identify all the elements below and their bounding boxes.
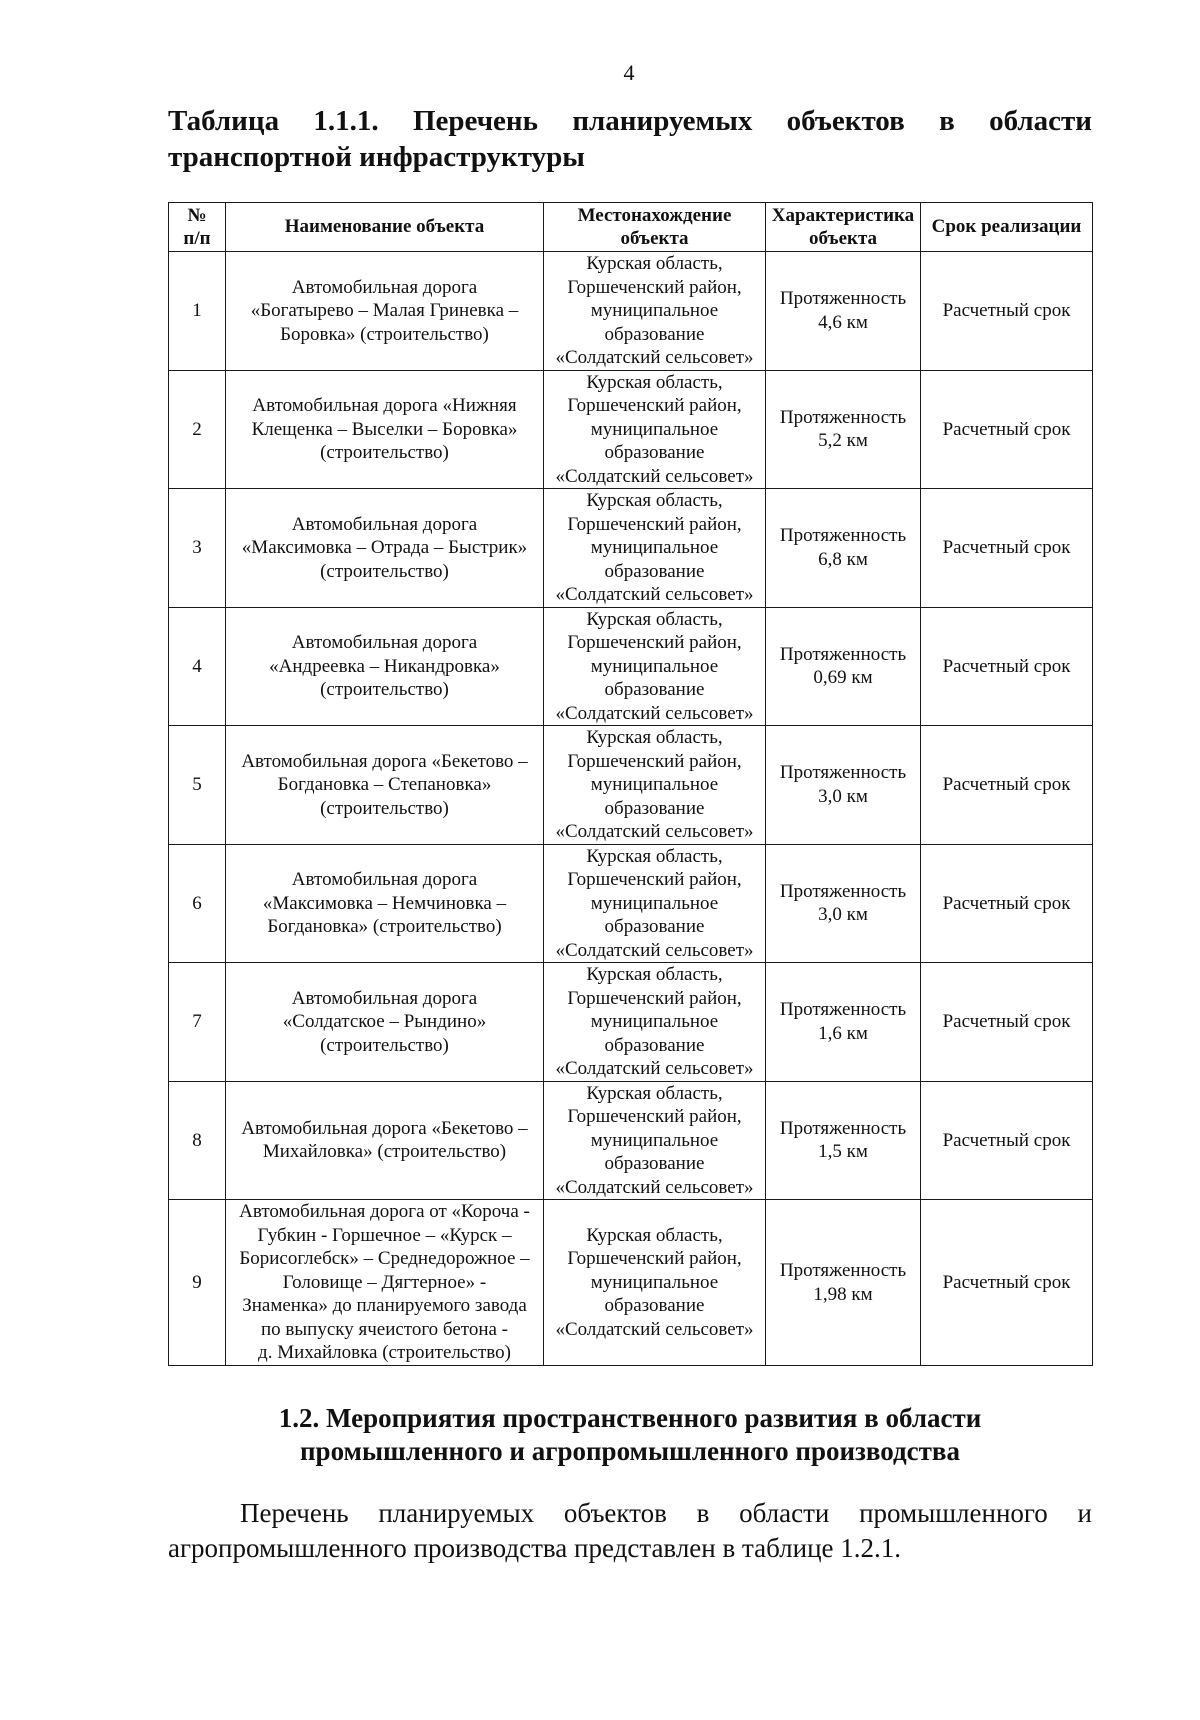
cell-line: муниципальное xyxy=(590,300,719,321)
table-row xyxy=(169,726,1093,845)
header-number xyxy=(169,203,226,252)
cell-characteristic xyxy=(766,370,921,489)
cell-line: образование xyxy=(604,560,705,582)
cell-line: Автомобильная дорога от «Короча - xyxy=(239,1201,530,1223)
table-title xyxy=(168,103,1092,175)
paragraph-word: объектов xyxy=(563,1498,667,1528)
table-row xyxy=(169,1200,1093,1366)
paragraph-line1 xyxy=(168,1496,1092,1531)
cell-term: Расчетный срок xyxy=(921,489,1093,608)
paragraph-line2: агропромышленного производства представлен в таблице 1.2.1. xyxy=(168,1533,902,1563)
cell-object-name xyxy=(226,252,544,371)
cell-term: Расчетный срок xyxy=(921,1081,1093,1200)
cell-line: образование xyxy=(604,323,705,345)
header-line: объекта xyxy=(808,228,878,249)
cell-line: Борисоглебск» – Среднедорожное – xyxy=(239,1248,530,1270)
body-paragraph xyxy=(168,1496,1092,1566)
cell-line: 6,8 км xyxy=(818,548,868,570)
cell-line: 3,0 км xyxy=(818,785,868,807)
cell-line: Горшеченский район, xyxy=(567,750,742,772)
cell-line: Протяженность xyxy=(779,999,907,1021)
cell-line: Протяженность xyxy=(779,406,907,428)
cell-line: «Максимовка – Отрада – Быстрик» xyxy=(241,537,528,558)
cell-line: «Солдатский сельсовет» xyxy=(555,347,754,368)
cell-line: Автомобильная дорога xyxy=(291,987,478,1009)
cell-characteristic xyxy=(766,844,921,963)
cell-line: «Солдатский сельсовет» xyxy=(555,465,754,487)
cell-line: «Солдатский сельсовет» xyxy=(555,1318,754,1340)
cell-characteristic xyxy=(766,1200,921,1366)
cell-line: Горшеченский район, xyxy=(567,395,742,416)
cell-line: Богдановка» (строительство) xyxy=(267,916,502,937)
cell-line: Горшеченский район, xyxy=(567,987,742,1009)
cell-line: д. Михайловка (строительство) xyxy=(258,1342,511,1364)
cell-line: муниципальное xyxy=(590,1129,719,1151)
cell-line: Автомобильная дорога xyxy=(291,276,478,298)
table-row xyxy=(169,1081,1093,1200)
header-line: Срок реализации xyxy=(931,216,1082,238)
objects-table xyxy=(168,202,1093,1366)
header-line: № xyxy=(187,204,207,226)
cell-line: «Солдатский сельсовет» xyxy=(555,1176,754,1198)
cell-line: (строительство) xyxy=(320,1034,449,1056)
cell-location xyxy=(544,607,766,726)
cell-line: Губкин - Горшечное – «Курск – xyxy=(257,1224,512,1246)
cell-line: муниципальное xyxy=(590,537,719,558)
cell-line: Курская область, xyxy=(586,964,723,985)
header-characteristic xyxy=(766,203,921,252)
cell-line: Курская область, xyxy=(586,371,723,393)
header-object-name xyxy=(226,203,544,252)
cell-line: муниципальное xyxy=(590,892,719,914)
cell-term: Расчетный срок xyxy=(921,370,1093,489)
cell-line: 1,5 км xyxy=(818,1141,868,1163)
cell-line: образование xyxy=(604,797,705,819)
cell-line: муниципальное xyxy=(590,418,719,440)
paragraph-word: области xyxy=(739,1498,830,1528)
cell-number: 6 xyxy=(169,844,226,963)
cell-line: 3,0 км xyxy=(818,904,868,926)
cell-characteristic xyxy=(766,726,921,845)
title-word: 1.1.1. xyxy=(313,105,379,137)
cell-line: Горшеченский район, xyxy=(567,632,742,653)
cell-number: 2 xyxy=(169,370,226,489)
cell-term: Расчетный срок xyxy=(921,726,1093,845)
cell-line: Курская область, xyxy=(586,1224,723,1246)
header-location xyxy=(544,203,766,252)
cell-location xyxy=(544,1081,766,1200)
cell-line: Автомобильная дорога xyxy=(291,513,478,535)
cell-line: «Солдатское – Рындино» xyxy=(282,1011,487,1032)
cell-number: 7 xyxy=(169,963,226,1082)
cell-line: Автомобильная дорога «Нижняя xyxy=(252,395,517,416)
cell-number: 9 xyxy=(169,1200,226,1366)
cell-term: Расчетный срок xyxy=(921,844,1093,963)
cell-location xyxy=(544,370,766,489)
cell-number: 8 xyxy=(169,1081,226,1200)
header-line: Местонахождение xyxy=(577,204,732,226)
cell-characteristic xyxy=(766,252,921,371)
cell-line: Протяженность xyxy=(779,762,907,784)
cell-location xyxy=(544,1200,766,1366)
table-title-line2: транспортной инфраструктуры xyxy=(168,141,585,173)
cell-object-name xyxy=(226,963,544,1082)
cell-line: по выпуску ячеистого бетона - xyxy=(261,1318,508,1340)
cell-object-name xyxy=(226,607,544,726)
cell-line: (строительство) xyxy=(320,679,449,700)
cell-location xyxy=(544,726,766,845)
title-word: Таблица xyxy=(168,105,280,137)
section-heading-line: промышленного и агропромышленного производства xyxy=(300,1436,960,1466)
cell-term: Расчетный срок xyxy=(921,252,1093,371)
cell-line: образование xyxy=(604,916,705,937)
cell-line: муниципальное xyxy=(590,774,719,795)
cell-line: Курская область, xyxy=(586,490,723,511)
cell-line: 4,6 км xyxy=(818,311,868,333)
cell-line: Автомобильная дорога «Бекетово – xyxy=(241,1117,528,1139)
table-row xyxy=(169,963,1093,1082)
cell-characteristic xyxy=(766,1081,921,1200)
table-row xyxy=(169,370,1093,489)
table-row xyxy=(169,252,1093,371)
cell-line: (строительство) xyxy=(320,442,449,463)
cell-location xyxy=(544,963,766,1082)
cell-line: муниципальное xyxy=(590,1271,719,1293)
paragraph-word: планируемых xyxy=(378,1498,535,1528)
cell-line: Боровка» (строительство) xyxy=(280,323,489,345)
cell-location xyxy=(544,489,766,608)
cell-line: 5,2 км xyxy=(818,430,868,452)
cell-line: Богдановка – Степановка» xyxy=(277,774,492,795)
cell-object-name xyxy=(226,489,544,608)
header-line: п/п xyxy=(183,228,211,249)
table-row xyxy=(169,489,1093,608)
cell-line: Курская область, xyxy=(586,253,723,274)
cell-line: «Солдатский сельсовет» xyxy=(555,821,754,842)
cell-line: (строительство) xyxy=(320,560,449,582)
cell-number: 3 xyxy=(169,489,226,608)
title-word: объектов xyxy=(786,105,905,137)
cell-line: образование xyxy=(604,442,705,463)
cell-object-name xyxy=(226,370,544,489)
cell-line: образование xyxy=(604,1153,705,1174)
cell-line: образование xyxy=(604,1034,705,1056)
section-heading xyxy=(168,1402,1092,1468)
cell-object-name xyxy=(226,1081,544,1200)
paragraph-word: промышленного xyxy=(859,1498,1048,1528)
cell-term: Расчетный срок xyxy=(921,607,1093,726)
section-heading-line: 1.2. Мероприятия пространственного развития в области xyxy=(278,1403,982,1433)
cell-object-name xyxy=(226,844,544,963)
cell-object-name xyxy=(226,1200,544,1366)
cell-line: Головище – Дягтерное» - xyxy=(282,1271,487,1293)
cell-line: Автомобильная дорога xyxy=(291,869,478,890)
paragraph-word: в xyxy=(696,1498,710,1528)
cell-line: «Солдатский сельсовет» xyxy=(555,702,754,724)
cell-line: «Богатырево – Малая Гриневка – xyxy=(250,300,519,321)
cell-line: Горшеченский район, xyxy=(567,869,742,890)
cell-line: Горшеченский район, xyxy=(567,276,742,298)
cell-number: 4 xyxy=(169,607,226,726)
cell-line: образование xyxy=(604,1295,705,1317)
cell-number: 1 xyxy=(169,252,226,371)
cell-line: Протяженность xyxy=(779,1260,907,1281)
cell-line: «Андреевка – Никандровка» xyxy=(269,655,500,677)
table-header-row xyxy=(169,203,1093,252)
cell-number: 5 xyxy=(169,726,226,845)
table-body xyxy=(169,252,1093,1366)
cell-line: Горшеченский район, xyxy=(567,1106,742,1127)
cell-line: Протяженность xyxy=(779,525,907,547)
header-term xyxy=(921,203,1093,252)
cell-line: Протяженность xyxy=(779,288,907,310)
cell-characteristic xyxy=(766,963,921,1082)
cell-characteristic xyxy=(766,607,921,726)
table-row xyxy=(169,844,1093,963)
cell-line: Протяженность xyxy=(779,643,907,665)
cell-location xyxy=(544,252,766,371)
cell-line: Клещенка – Выселки – Боровка» xyxy=(251,418,518,440)
cell-line: Михайловка» (строительство) xyxy=(262,1141,507,1163)
title-word: планируемых xyxy=(572,105,753,137)
cell-characteristic xyxy=(766,489,921,608)
cell-line: «Солдатский сельсовет» xyxy=(555,1058,754,1079)
header-line: Наименование объекта xyxy=(284,216,485,238)
cell-line: 0,69 км xyxy=(813,667,873,689)
title-word: в xyxy=(939,105,955,137)
table-title-line1 xyxy=(168,103,1092,139)
cell-line: «Солдатский сельсовет» xyxy=(555,584,754,605)
cell-line: 1,98 км xyxy=(813,1283,873,1305)
cell-object-name xyxy=(226,726,544,845)
cell-line: Курская область, xyxy=(586,845,723,867)
cell-line: образование xyxy=(604,679,705,700)
cell-line: Протяженность xyxy=(779,1117,907,1139)
paragraph-word: Перечень xyxy=(240,1498,349,1528)
cell-line: Автомобильная дорога «Бекетово – xyxy=(241,750,528,772)
cell-line: муниципальное xyxy=(590,655,719,677)
header-line: Характеристика xyxy=(771,204,915,226)
cell-term: Расчетный срок xyxy=(921,1200,1093,1366)
paragraph-word: и xyxy=(1077,1498,1092,1528)
title-word: области xyxy=(989,105,1092,137)
cell-line: Курская область, xyxy=(586,1082,723,1104)
table-row xyxy=(169,607,1093,726)
cell-line: Знаменка» до планируемого завода xyxy=(242,1295,527,1317)
cell-line: 1,6 км xyxy=(818,1022,868,1044)
objects-table-container xyxy=(168,202,1092,1366)
cell-line: (строительство) xyxy=(320,797,449,819)
cell-line: «Максимовка – Немчиновка – xyxy=(262,892,507,914)
cell-line: «Солдатский сельсовет» xyxy=(555,939,754,961)
cell-line: Автомобильная дорога xyxy=(291,632,478,653)
cell-line: Горшеченский район, xyxy=(567,1248,742,1270)
cell-line: Протяженность xyxy=(779,880,907,902)
cell-term: Расчетный срок xyxy=(921,963,1093,1082)
cell-line: Горшеченский район, xyxy=(567,513,742,535)
cell-line: Курская область, xyxy=(586,608,723,630)
cell-line: муниципальное xyxy=(590,1011,719,1032)
title-word: Перечень xyxy=(413,105,538,137)
cell-location xyxy=(544,844,766,963)
header-line: объекта xyxy=(620,228,689,249)
cell-line: Курская область, xyxy=(586,727,723,748)
page-number: 4 xyxy=(623,60,635,85)
